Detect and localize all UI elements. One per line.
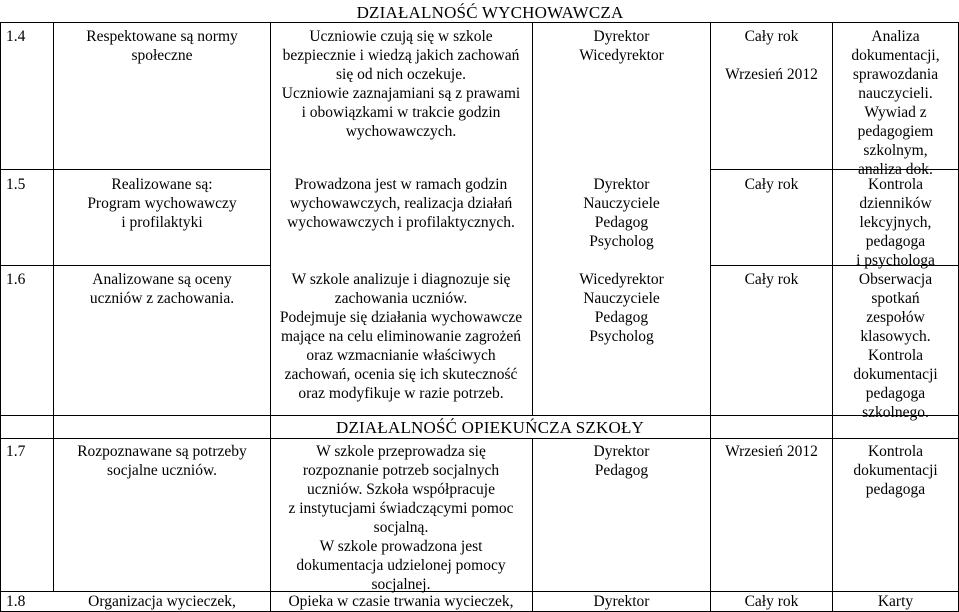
task-cell: Prowadzona jest w ramach godzin wychowawczych, realizacja działań wychowawczych i profilaktycznych.	[287, 176, 515, 231]
responsible-cell: Dyrektor Nauczyciele Pedagog Psycholog	[583, 176, 660, 250]
row-divider-1-6	[0, 265, 270, 266]
row-number: 1.8	[6, 593, 26, 610]
evaluation-cell: Kontrola dokumentacji pedagoga	[853, 443, 938, 498]
goal-cell: Organizacja wycieczek,	[88, 593, 236, 610]
date-cell: Cały rok	[744, 176, 799, 193]
task-cell: W szkole przeprowadza się rozpoznanie potrzeb socjalnych uczniów. Szkoła współpracuje z instytucjami świadczącymi pomoc socjalną. W szkole prowadzona jest dokumentacja udzielonej pomocy socjalnej.	[288, 443, 514, 593]
goal-cell: Rozpoznawane są potrzeby socjalne uczniów.	[77, 443, 247, 479]
row-number: 1.4	[6, 28, 26, 45]
col-divider-when	[710, 22, 711, 612]
responsible-cell: Wicedyrektor Nauczyciele Pedagog Psycholog	[579, 271, 664, 345]
goal-cell: Respektowane są normy społeczne	[86, 28, 238, 64]
task-cell: Uczniowie czują się w szkole bezpiecznie i wiedzą jakich zachowań się od nich oczekuje. Uczniowie zaznajamiani są z prawami i obowiązkami w trakcie godzin wychowawczych.	[281, 28, 521, 140]
date-cell: Cały rok Wrzesień 2012	[725, 28, 818, 83]
date-cell: Wrzesień 2012	[725, 443, 818, 460]
section-title-wychowawcza: DZIAŁALNOŚĆ WYCHOWAWCZA	[356, 3, 624, 22]
evaluation-cell: Kontrola dzienników lekcyjnych, pedagoga i psychologa	[856, 176, 935, 269]
col-border-left	[0, 22, 1, 612]
row-number: 1.6	[6, 271, 26, 288]
evaluation-cell: Analiza dokumentacji, sprawozdania nauczycieli. Wywiad z pedagogiem szkolnym, analiza dok.	[851, 28, 940, 178]
goal-cell: Analizowane są oceny uczniów z zachowania.	[89, 271, 235, 307]
responsible-cell: Dyrektor Pedagog	[593, 443, 650, 479]
task-cell: W szkole analizuje i diagnozuje się zachowania uczniów. Podejmuje się działania wychowawcze mające na celu eliminowanie zagrożeń oraz wzmacnianie właściwych zachowań, ocenia się ich skuteczność oraz modyfikuje w razie potrzeb.	[279, 271, 523, 402]
date-cell: Cały rok	[744, 593, 799, 610]
goal-cell: Realizowane są: Program wychowawczy i profilaktyki	[87, 176, 237, 231]
row-divider-1-7	[0, 438, 959, 439]
evaluation-cell: Karty	[877, 593, 914, 610]
responsible-cell: Dyrektor Wicedyrektor	[579, 28, 664, 64]
row-number: 1.7	[6, 443, 26, 460]
table-border-top	[0, 22, 959, 23]
responsible-cell: Dyrektor	[593, 593, 650, 610]
row-number: 1.5	[6, 176, 26, 193]
evaluation-cell: Obserwacja spotkań zespołów klasowych. Kontrola dokumentacji pedagoga szkolnego.	[853, 271, 938, 421]
section-title-opiekuncza: DZIAŁALNOŚĆ OPIEKUŃCZA SZKOŁY	[335, 418, 644, 437]
task-cell: Opieka w czasie trwania wycieczek,	[288, 593, 514, 610]
section-divider-opiekuncza	[0, 415, 959, 416]
date-cell: Cały rok	[744, 271, 799, 288]
row-divider-1-5	[0, 169, 270, 170]
